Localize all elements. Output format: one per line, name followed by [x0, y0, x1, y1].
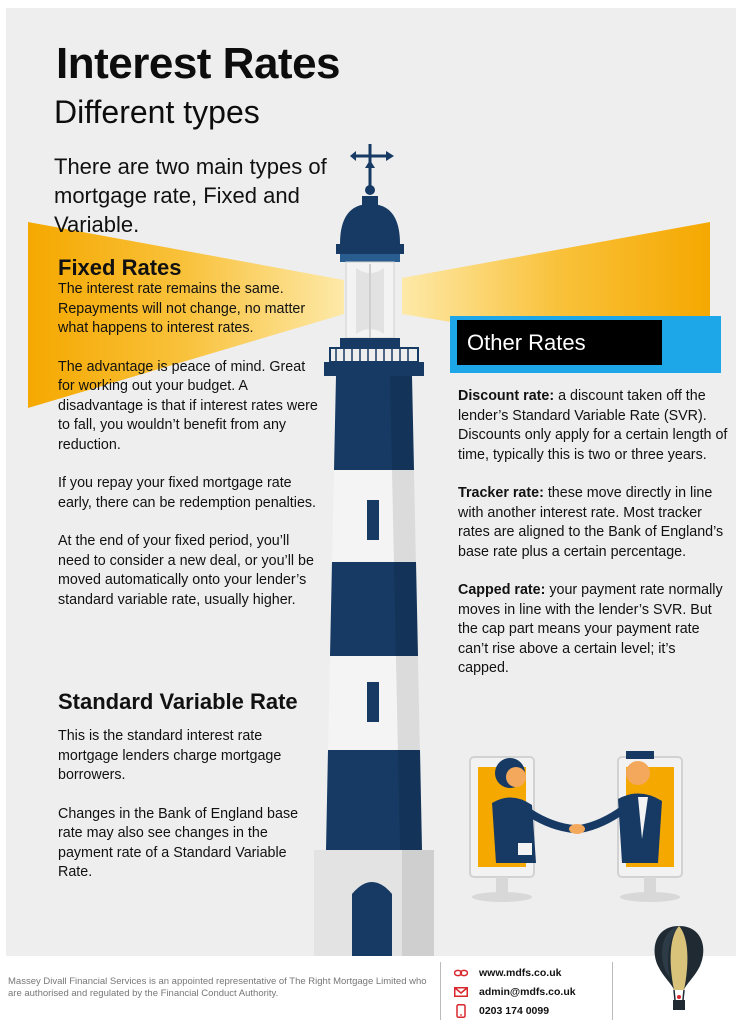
svr-paragraph: This is the standard interest rate mortgage lenders charge mortgage borrowers. — [58, 728, 282, 783]
phone-number[interactable]: 0203 174 0099 — [479, 1004, 550, 1017]
page-title: Interest Rates — [56, 39, 341, 88]
footer-disclaimer: Massey Divall Financial Services is an appointed representative of The Right Mortgage Limited who are authorised and regulated by the Financial Conduct Authority. — [8, 976, 427, 999]
email-link[interactable]: admin@mdfs.co.uk — [479, 985, 576, 998]
page-subtitle: Different types — [54, 94, 260, 130]
envelope-icon — [453, 985, 469, 999]
rate-term: Discount rate: — [458, 388, 555, 404]
contact-email-row[interactable] — [441, 983, 611, 1000]
other-rates-banner — [450, 316, 721, 373]
link-icon — [453, 966, 469, 980]
infographic-panel — [6, 8, 736, 956]
fixed-rates-body — [58, 280, 320, 629]
hot-air-balloon-logo — [648, 920, 710, 1020]
fixed-paragraph: The advantage is peace of mind. Great for working out your budget. A disadvantage is that if interest rates were to fall, you wouldn’t benefit from any reduction. — [58, 358, 318, 453]
intro-text: There are two main types of mortgage rate, Fixed and Variable. — [54, 154, 327, 237]
rate-term: Capped rate: — [458, 582, 546, 598]
contact-phone-row[interactable] — [441, 1002, 611, 1019]
svr-heading: Standard Variable Rate — [58, 689, 298, 714]
website-link[interactable]: www.mdfs.co.uk — [479, 966, 562, 979]
fixed-paragraph: At the end of your fixed period, you’ll need to consider a new deal, or you’ll be moved automatically onto your lender’s standard variable rate, usually higher. — [58, 533, 314, 608]
mobile-phone-icon — [453, 1004, 469, 1018]
svr-paragraph: Changes in the Bank of England base rate may also see changes in the payment rate of a Standard Variable Rate. — [58, 805, 299, 880]
other-rate-item — [458, 387, 728, 465]
rate-description: a discount taken off the lender’s Standard Variable Rate (SVR). Discounts only apply for a certain length of time, typically this is two or three years. — [458, 388, 728, 463]
other-rate-item — [458, 581, 728, 679]
fixed-paragraph: If you repay your fixed mortgage rate early, there can be redemption penalties. — [58, 475, 317, 511]
other-rate-item — [458, 484, 728, 562]
handshake-illustration — [452, 743, 702, 933]
other-rates-heading: Other Rates — [457, 320, 662, 365]
rate-description: your payment rate normally moves in line with the lender’s SVR. But the cap part means your payment rate can’t rise above a certain level; it’s capped. — [458, 582, 723, 676]
rate-term: Tracker rate: — [458, 485, 544, 501]
contact-website-row[interactable] — [441, 964, 611, 981]
other-rates-body — [458, 387, 728, 698]
fixed-rates-heading: Fixed Rates — [58, 255, 182, 280]
svr-body — [58, 727, 320, 902]
contact-details — [440, 962, 611, 1020]
fixed-paragraph: The interest rate remains the same. Repayments will not change, no matter what happens to interest rates. — [58, 281, 306, 336]
footer-divider — [612, 962, 613, 1020]
rate-description: these move directly in line with another interest rate. Most tracker rates are aligned to the Bank of England’s base rate plus a certain percentage. — [458, 485, 724, 560]
